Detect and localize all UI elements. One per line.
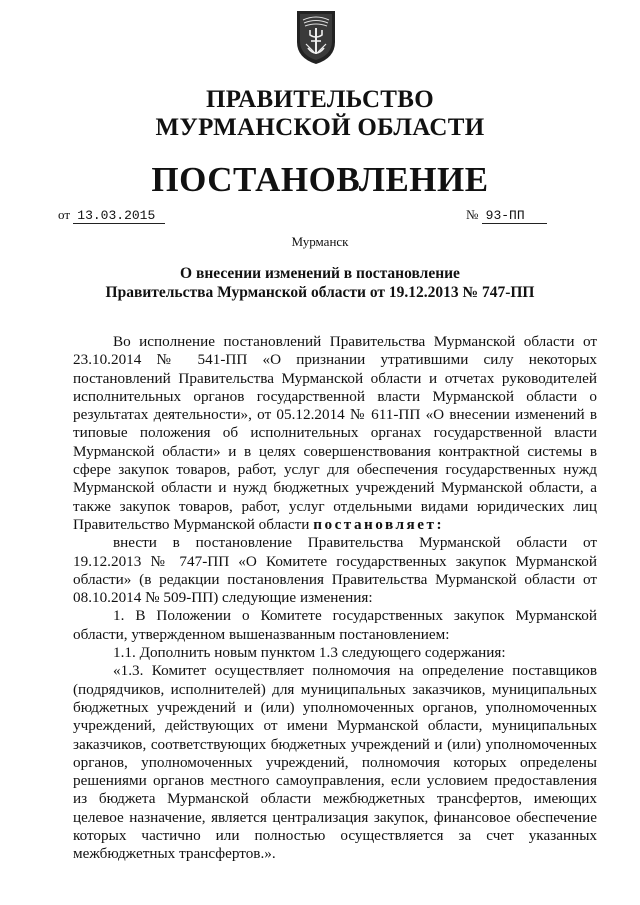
paragraph-item-1-1: 1.1. Дополнить новым пунктом 1.3 следующего содержания: xyxy=(113,644,506,662)
document-number: 93-ПП xyxy=(482,209,547,224)
number-prefix: № xyxy=(466,207,479,222)
government-name-line2: МУРМАНСКОЙ ОБЛАСТИ xyxy=(155,114,485,141)
paragraph-amendment: внести в постановление Правительства Мурманской области от 19.12.2013 № 747-ПП «О Комитете государственных закупок Мурманской области» (в редакции постановления Правительства Мурманской области от 08.10.2014 № 509-ПП) следующие изменения: xyxy=(73,534,597,607)
preamble-text: Во исполнение постановлений Правительства Мурманской области от 23.10.2014 № 541-ПП «О признании утратившими силу некоторых постановлений Правительства Мурманской области и отчетах руководителей исполнительных органов государственной власти Мурманской области о результатах деятельности», от 05.12.2014 № 611-ПП «О внесении изменений в типовые положения об исполнительных органах государственной власти Мурманской области» и в целях совершенствования контрактной системы в сфере закупок товаров, работ, услуг для обеспечения государственных нужд Мурманской области и нужд бюджетных учреждений Мурманской области, а также закупок товаров, работ, услуг отдельными видами юридических лиц Правительство Мурманской области xyxy=(73,333,597,533)
title-line2: Правительства Мурманской области от 19.12.2013 № 747-ПП xyxy=(105,284,535,301)
title-line1: О внесении изменений в постановление xyxy=(180,265,460,282)
government-name-line1: ПРАВИТЕЛЬСТВО xyxy=(206,86,434,113)
date-line xyxy=(58,207,165,224)
government-name xyxy=(0,86,640,142)
date-prefix: от xyxy=(58,207,71,222)
document-body xyxy=(73,333,597,864)
document-type: ПОСТАНОВЛЕНИЕ xyxy=(151,160,489,199)
resolves-word: постановляет: xyxy=(313,515,445,533)
document-date: 13.03.2015 xyxy=(73,209,165,224)
document-title xyxy=(0,264,640,302)
paragraph-preamble xyxy=(73,333,597,534)
paragraph-item-1: 1. В Положении о Комитете государственных закупок Мурманской области, утвержденном вышеназванным постановлением: xyxy=(73,607,597,643)
paragraph-item-1-3: «1.3. Комитет осуществляет полномочия на определение поставщиков (подрядчиков, исполнителей) для муниципальных заказчиков, муниципальных бюджетных учреждений и (или) уполномоченных органов, уполномоченных учреждений, действующих от имени Мурманской области, муниципальных заказчиков, соответствующих бюджетных учреждений и (или) уполномоченных органов, уполномоченных учреждений, полномочия которых определены решениями органов местного самоуправления, если условием предоставления из бюджета Мурманской области межбюджетных трансфертов, имеющих целевое назначение, является централизация закупок, финансовое обеспечение которых частично или полностью осуществляется за счет указанных межбюджетных трансфертов.». xyxy=(73,662,597,863)
city: Мурманск xyxy=(291,234,349,249)
number-line xyxy=(466,207,547,224)
coat-of-arms-emblem xyxy=(294,8,338,66)
